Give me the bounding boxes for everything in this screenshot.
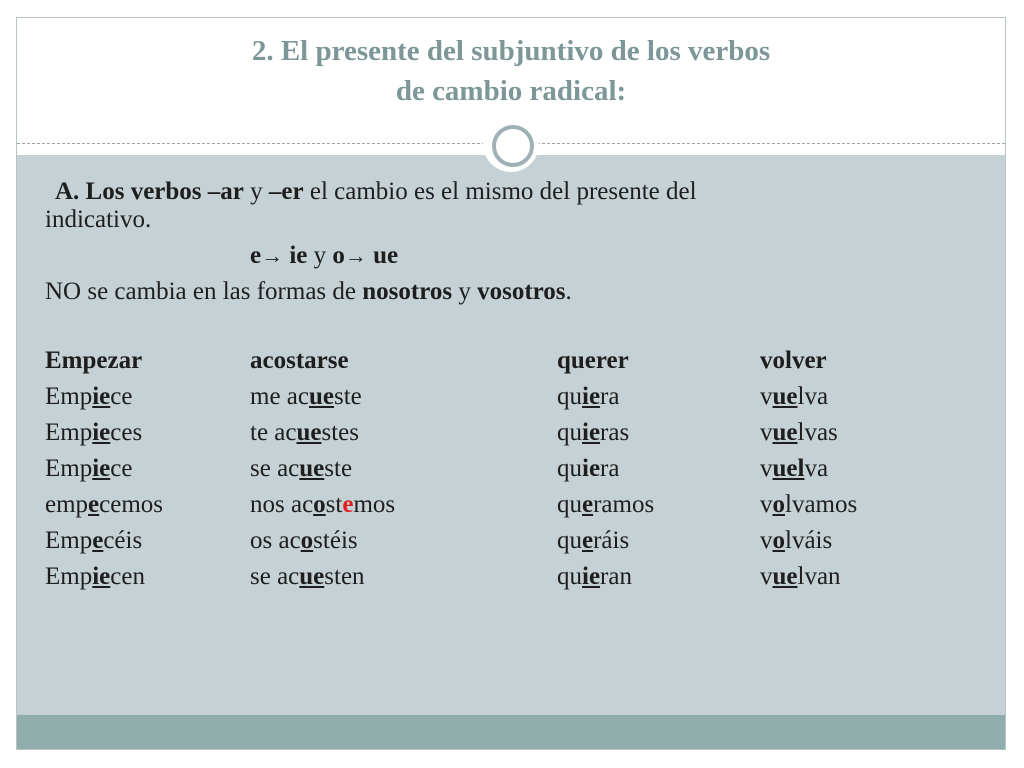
conj-cell: quiera xyxy=(557,455,620,482)
header-volver: volver xyxy=(760,347,827,374)
intro-line-1 xyxy=(55,178,697,206)
conj-cell: Empieces xyxy=(45,419,143,446)
conj-cell: volváis xyxy=(760,527,833,554)
circle-ring xyxy=(492,125,534,167)
conj-cell: Empiece xyxy=(45,383,133,410)
stress-highlight: e xyxy=(342,491,354,518)
conj-cell: queráis xyxy=(557,527,630,554)
note-line xyxy=(45,278,572,306)
change-rule xyxy=(250,242,398,270)
conj-cell: Empecéis xyxy=(45,527,143,554)
intro-y: y xyxy=(243,178,269,205)
circle-ornament-icon xyxy=(483,116,539,172)
title-line-1: 2. El presente del subjuntivo de los verbos xyxy=(251,35,771,67)
change-y: y xyxy=(307,242,333,269)
note-y: y xyxy=(452,278,478,305)
conj-cell: quiera xyxy=(557,383,620,410)
title-line-2: de cambio radical: xyxy=(395,75,627,107)
conj-cell: Empiecen xyxy=(45,563,145,590)
slide xyxy=(16,17,1006,750)
arrow-right-icon-2: → xyxy=(344,243,367,268)
change-ie: ie xyxy=(283,242,308,269)
bottom-band xyxy=(17,715,1005,749)
conj-cell: vuelvas xyxy=(760,419,838,446)
conj-cell: te acuestes xyxy=(250,419,359,446)
change-e: e xyxy=(250,242,262,269)
conj-cell: me acueste xyxy=(250,383,362,410)
conj-cell: se acuesten xyxy=(250,563,365,590)
conj-cell: empecemos xyxy=(45,491,164,518)
header-acostarse: acostarse xyxy=(250,347,349,374)
note-pre: NO se cambia en las formas de xyxy=(45,278,363,305)
header-empezar: Empezar xyxy=(45,347,143,374)
note-vosotros: vosotros xyxy=(477,278,566,305)
change-ue: ue xyxy=(366,242,399,269)
note-nosotros: nosotros xyxy=(362,278,453,305)
conj-cell: quieras xyxy=(557,419,630,446)
conj-cell: quieran xyxy=(557,563,632,590)
intro-line-2: indicativo. xyxy=(45,206,152,233)
conj-cell: queramos xyxy=(557,491,655,518)
conj-cell: vuelva xyxy=(760,455,829,482)
arrow-right-icon: → xyxy=(261,243,284,268)
intro-rest: el cambio es el mismo del presente del xyxy=(303,178,697,205)
conj-cell: nos acostemos xyxy=(250,491,396,518)
conj-cell: os acostéis xyxy=(250,527,358,554)
conj-cell: se acueste xyxy=(250,455,353,482)
conj-cell: vuelvan xyxy=(760,563,841,590)
conj-cell: volvamos xyxy=(760,491,858,518)
content-background xyxy=(17,155,1005,715)
intro-er: –er xyxy=(268,178,304,205)
note-end: . xyxy=(565,278,572,305)
header-querer: querer xyxy=(557,347,629,374)
intro-prefix: A. Los verbos –ar xyxy=(55,178,244,205)
conj-cell: vuelva xyxy=(760,383,829,410)
conj-cell: Empiece xyxy=(45,455,133,482)
change-o: o xyxy=(332,242,345,269)
